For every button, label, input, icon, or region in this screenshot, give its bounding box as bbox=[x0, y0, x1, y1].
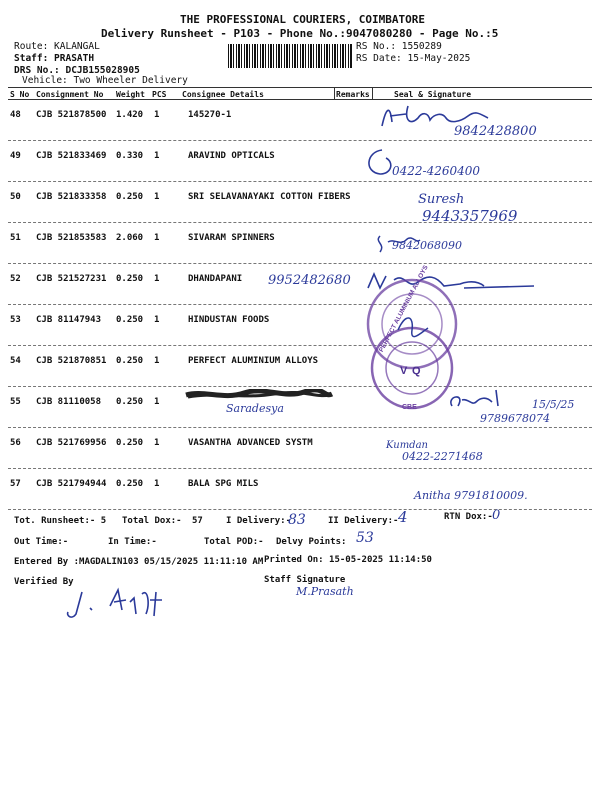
row-divider bbox=[8, 509, 592, 510]
i-delivery-label: I Delivery:- bbox=[226, 516, 292, 526]
rtn-dox-value: 0 bbox=[492, 508, 501, 523]
ii-delivery-label: II Delivery:- bbox=[328, 516, 399, 526]
handwritten-r50-phone: 9443357969 bbox=[422, 207, 518, 225]
handwritten-r56-phone: 0422-2271468 bbox=[402, 450, 483, 463]
table-row bbox=[0, 305, 600, 346]
total-pod-label: Total POD:- bbox=[204, 537, 264, 547]
handwritten-r55-name: Saradesya bbox=[226, 402, 284, 415]
ii-delivery-value: 4 bbox=[398, 508, 408, 526]
tot-runsheet: Tot. Runsheet:- 5 bbox=[14, 516, 107, 526]
cell-weight: 0.250 bbox=[116, 274, 144, 284]
entered-by: Entered By :MAGDALIN103 05/15/2025 11:11:10 AM bbox=[14, 557, 264, 567]
vehicle-label: Vehicle: Two Wheeler Delivery bbox=[22, 75, 188, 86]
cell-sno: 54 bbox=[10, 356, 21, 366]
cell-pcs: 1 bbox=[154, 438, 160, 448]
document-subtitle: Delivery Runsheet - P103 - Phone No.:9047080280 - Page No.:5 bbox=[101, 27, 499, 40]
cell-pcs: 1 bbox=[154, 192, 160, 202]
cell-sno: 50 bbox=[10, 192, 21, 202]
verified-by-label: Verified By bbox=[14, 577, 74, 587]
cell-consignee: DHANDAPANI bbox=[188, 274, 243, 284]
cell-consignee: ARAVIND OPTICALS bbox=[188, 151, 275, 161]
cell-pcs: 1 bbox=[154, 479, 160, 489]
drs-number: DRS No.: DCJB155028905 bbox=[14, 65, 140, 76]
rs-date: RS Date: 15-May-2025 bbox=[356, 53, 471, 64]
verified-signature bbox=[64, 584, 184, 624]
cell-weight: 0.250 bbox=[116, 356, 144, 366]
cell-sno: 52 bbox=[10, 274, 21, 284]
cell-consignment: CJB 521527231 bbox=[36, 274, 107, 284]
cell-sno: 56 bbox=[10, 438, 21, 448]
cell-consignment: CJB 81110058 bbox=[36, 397, 102, 407]
cell-consignment: CJB 521853583 bbox=[36, 233, 107, 243]
route-label: Route: KALANGAL bbox=[14, 41, 100, 52]
col-pcs: PCS bbox=[152, 90, 167, 99]
cell-consignment: CJB 521769956 bbox=[36, 438, 107, 448]
cell-weight: 0.250 bbox=[116, 397, 144, 407]
stamp-city: CBE bbox=[402, 404, 417, 411]
cell-consignee: VASANTHA ADVANCED SYSTM bbox=[188, 438, 313, 448]
cell-pcs: 1 bbox=[154, 233, 160, 243]
cell-weight: 0.250 bbox=[116, 479, 144, 489]
redaction-scribble bbox=[184, 389, 334, 401]
handwritten-r55-phone: 9789678074 bbox=[480, 412, 550, 425]
cell-consignee: SRI SELAVANAYAKI COTTON FIBERS bbox=[188, 192, 351, 202]
rtn-dox-label: RTN Dox:- bbox=[444, 512, 493, 522]
staff-signature-label: Staff Signature bbox=[264, 575, 346, 585]
cell-weight: 1.420 bbox=[116, 110, 144, 120]
handwritten-r49-phone: 0422-4260400 bbox=[392, 164, 481, 178]
svg-text:Q: Q bbox=[412, 365, 421, 377]
barcode bbox=[228, 44, 352, 68]
cell-consignment: CJB 521833469 bbox=[36, 151, 107, 161]
col-consignment: Consignment No bbox=[36, 90, 104, 99]
handwritten-r57-line: Anitha 9791810009. bbox=[414, 489, 528, 502]
cell-pcs: 1 bbox=[154, 397, 160, 407]
total-dox-value: 57 bbox=[192, 516, 203, 526]
i-delivery-value: 83 bbox=[288, 512, 306, 528]
cell-pcs: 1 bbox=[154, 356, 160, 366]
svg-text:V: V bbox=[400, 365, 408, 377]
cell-sno: 57 bbox=[10, 479, 21, 489]
table-header-rule-top bbox=[8, 87, 592, 88]
table-row bbox=[0, 223, 600, 264]
cell-consignee: BALA SPG MILS bbox=[188, 479, 259, 489]
cell-consignee: PERFECT ALUMINIUM ALLOYS bbox=[188, 356, 319, 366]
document-title: THE PROFESSIONAL COURIERS, COIMBATORE bbox=[180, 13, 426, 26]
cell-consignment: CJB 521833358 bbox=[36, 192, 107, 202]
cell-weight: 0.250 bbox=[116, 192, 144, 202]
cell-sno: 49 bbox=[10, 151, 21, 161]
cell-consignment: CJB 521794944 bbox=[36, 479, 107, 489]
cell-sno: 53 bbox=[10, 315, 21, 325]
remarks-divider bbox=[334, 87, 335, 99]
cell-weight: 0.250 bbox=[116, 315, 144, 325]
seal-divider bbox=[372, 87, 373, 99]
col-sno: S No bbox=[10, 90, 30, 99]
cell-pcs: 1 bbox=[154, 110, 160, 120]
cell-consignment: CJB 521878500 bbox=[36, 110, 107, 120]
handwritten-r51-phone: 9842068090 bbox=[392, 239, 462, 252]
total-dox-label: Total Dox:- bbox=[122, 516, 182, 526]
staff-signature: M.Prasath bbox=[296, 585, 354, 598]
cell-consignment: CJB 81147943 bbox=[36, 315, 102, 325]
signature-row-55 bbox=[446, 380, 536, 414]
printed-on: Printed On: 15-05-2025 11:14:50 bbox=[264, 555, 432, 565]
rs-number: RS No.: 1550289 bbox=[356, 41, 442, 52]
delvy-points-label: Delvy Points: bbox=[276, 537, 347, 547]
cell-sno: 51 bbox=[10, 233, 21, 243]
delvy-points-value: 53 bbox=[356, 530, 374, 546]
table-row bbox=[0, 141, 600, 182]
cell-weight: 0.250 bbox=[116, 438, 144, 448]
col-seal: Seal & Signature bbox=[394, 90, 472, 99]
cell-weight: 2.060 bbox=[116, 233, 144, 243]
cell-pcs: 1 bbox=[154, 151, 160, 161]
cell-pcs: 1 bbox=[154, 315, 160, 325]
out-time-label: Out Time:- bbox=[14, 537, 69, 547]
cell-sno: 55 bbox=[10, 397, 21, 407]
col-consignee: Consignee Details bbox=[182, 90, 264, 99]
cell-consignee: 145270-1 bbox=[188, 110, 232, 120]
stamp-text: PERFECT ALUMINIUM ALLOYS bbox=[378, 264, 430, 354]
staff-label: Staff: PRASATH bbox=[14, 53, 95, 64]
handwritten-r55-date: 15/5/25 bbox=[532, 398, 575, 411]
cell-consignment: CJB 521870851 bbox=[36, 356, 107, 366]
handwritten-r48-number: 9842428800 bbox=[454, 124, 537, 139]
cell-pcs: 1 bbox=[154, 274, 160, 284]
handwritten-r52-phone: 9952482680 bbox=[268, 273, 351, 288]
cell-sno: 48 bbox=[10, 110, 21, 120]
handwritten-r56-name: Kumdan bbox=[386, 440, 428, 451]
cell-weight: 0.330 bbox=[116, 151, 144, 161]
col-weight: Weight bbox=[116, 90, 145, 99]
col-remarks: Remarks bbox=[336, 90, 370, 99]
in-time-label: In Time:- bbox=[108, 537, 157, 547]
handwritten-r50-name: Suresh bbox=[418, 192, 465, 207]
table-row bbox=[0, 428, 600, 469]
cell-consignee: SIVARAM SPINNERS bbox=[188, 233, 275, 243]
cell-consignee: HINDUSTAN FOODS bbox=[188, 315, 270, 325]
